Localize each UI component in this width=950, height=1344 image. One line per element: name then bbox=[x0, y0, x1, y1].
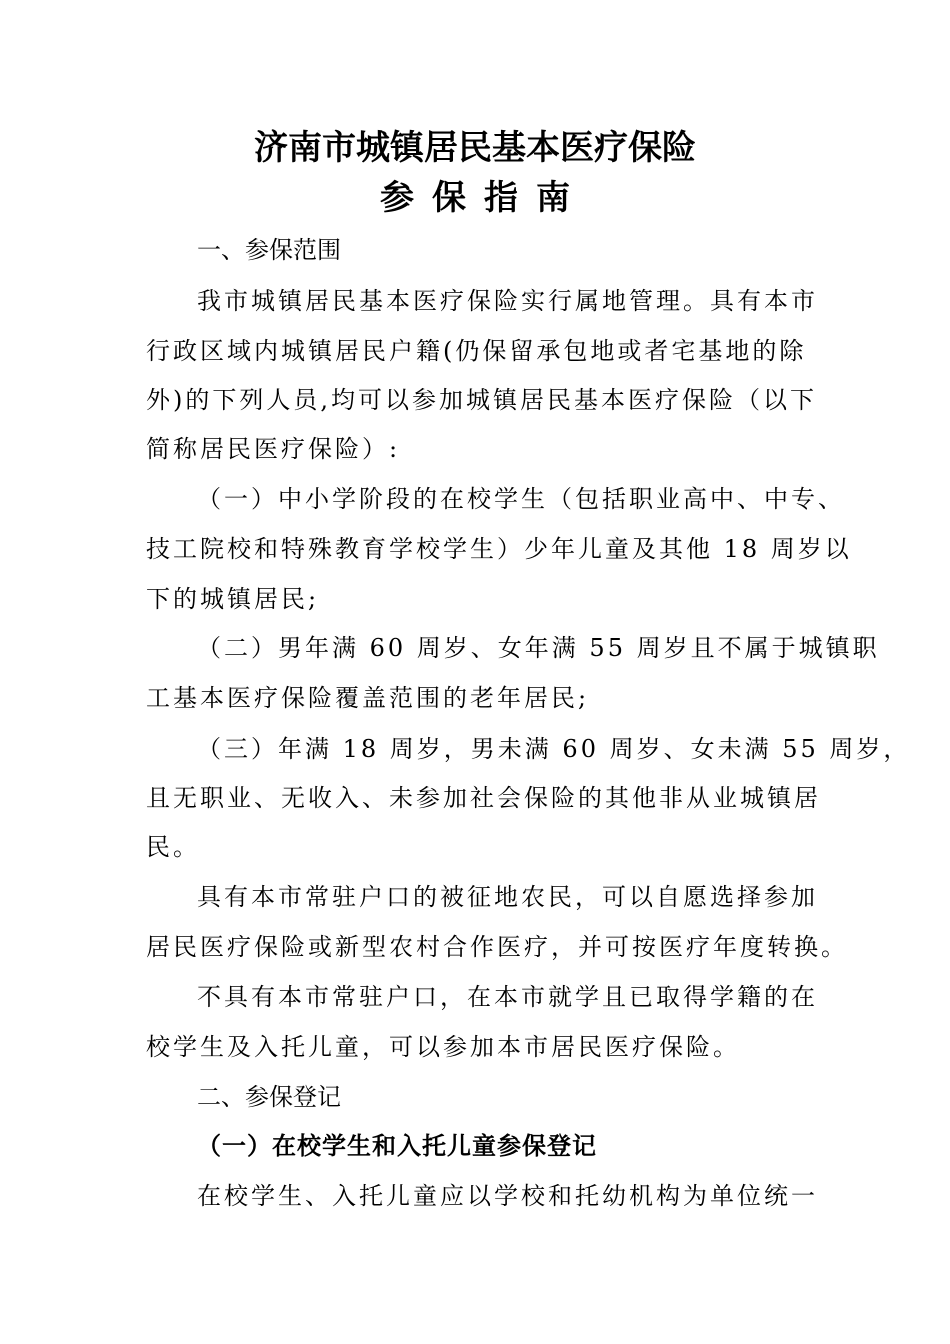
paragraph-line: 居民医疗保险或新型农村合作医疗，并可按医疗年度转换。 bbox=[146, 933, 848, 961]
paragraph-line: 在校学生、入托儿童应以学校和托幼机构为单位统一 bbox=[197, 1182, 818, 1210]
paragraph-line: 下的城镇居民; bbox=[146, 585, 320, 613]
paragraph-line: 民。 bbox=[146, 833, 200, 861]
paragraph-line: 不具有本市常驻户口，在本市就学且已取得学籍的在 bbox=[197, 983, 818, 1011]
document-title: 济南市城镇居民基本医疗保险 bbox=[254, 128, 696, 168]
paragraph-line: 技工院校和特殊教育学校学生）少年儿童及其他 18 周岁以 bbox=[146, 535, 852, 563]
paragraph-line: 具有本市常驻户口的被征地农民，可以自愿选择参加 bbox=[197, 883, 818, 911]
paragraph-line: 且无职业、无收入、未参加社会保险的其他非从业城镇居 bbox=[146, 784, 821, 812]
paragraph-line: 行政区域内城镇居民户籍(仍保留承包地或者宅基地的除 bbox=[146, 337, 807, 365]
paragraph-line: 外)的下列人员,均可以参加城镇居民基本医疗保险（以下 bbox=[146, 386, 817, 414]
paragraph-line: 校学生及入托儿童，可以参加本市居民医疗保险。 bbox=[146, 1033, 740, 1061]
paragraph-line: （一）中小学阶段的在校学生（包括职业高中、中专、 bbox=[197, 485, 845, 513]
paragraph-line: （二）男年满 60 周岁、女年满 55 周岁且不属于城镇职 bbox=[197, 634, 880, 662]
paragraph-line: 简称居民医疗保险）: bbox=[146, 435, 401, 463]
section-heading-registration: 二、参保登记 bbox=[197, 1083, 341, 1111]
section-heading-scope: 一、参保范围 bbox=[197, 236, 341, 264]
paragraph-line: 工基本医疗保险覆盖范围的老年居民; bbox=[146, 684, 590, 712]
document-subtitle: 参保指南 bbox=[380, 178, 588, 218]
paragraph-line: （三）年满 18 周岁，男未满 60 周岁、女未满 55 周岁， bbox=[197, 735, 911, 763]
subsection-heading-students: （一）在校学生和入托儿童参保登记 bbox=[197, 1131, 597, 1160]
paragraph-line: 我市城镇居民基本医疗保险实行属地管理。具有本市 bbox=[197, 287, 818, 315]
